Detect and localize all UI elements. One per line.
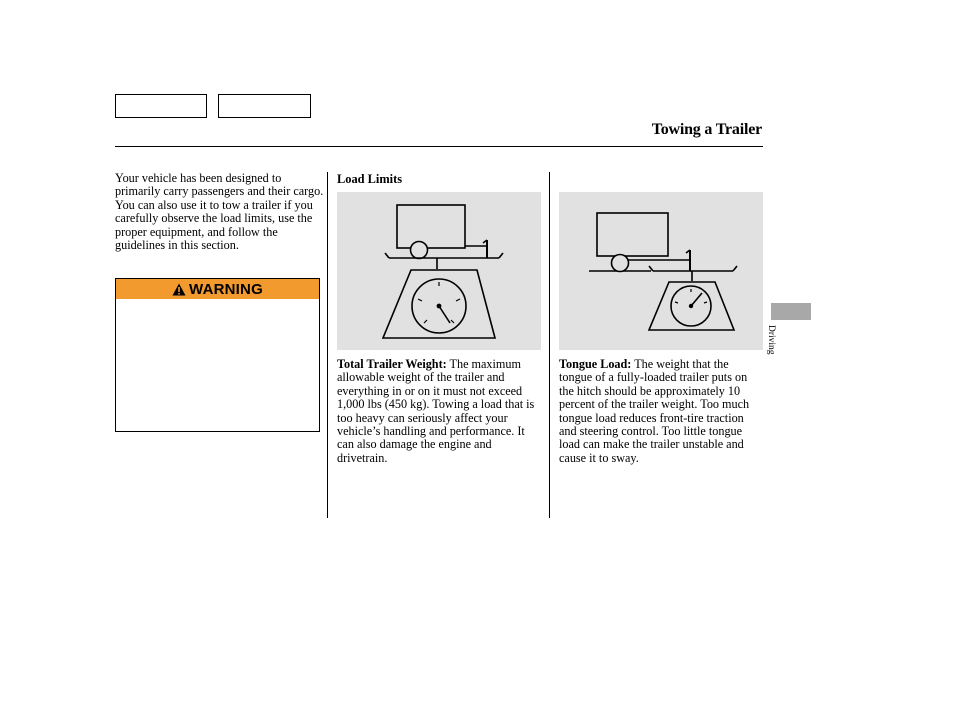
tongue-load-text: The weight that the tongue of a fully-loaded trailer puts on the hitch should be approximately 10 percent of the trailer weight. Too much tongue load reduces front-tire traction and steering control. Too little tongue load can make the trailer unstable and cause it to sway. <box>559 357 750 465</box>
page-title: Towing a Trailer <box>651 121 762 138</box>
warning-label: WARNING <box>189 280 263 298</box>
intro-paragraph: Your vehicle has been designed to primarily carry passengers and their cargo. You can also use it to tow a trailer if you carefully observe the load limits, use the proper equipment, and follow the guidelines in this section. <box>115 171 324 253</box>
column-divider-2 <box>549 172 550 518</box>
tongue-on-scale-diagram <box>559 192 763 350</box>
warning-triangle-icon <box>172 283 186 296</box>
trailer-on-scale-diagram <box>337 192 541 350</box>
total-weight-illustration <box>337 192 541 350</box>
nav-button-1[interactable] <box>115 94 207 118</box>
column-divider-1 <box>327 172 328 518</box>
section-tab[interactable] <box>771 303 811 320</box>
tongue-load-paragraph <box>559 358 763 465</box>
warning-header <box>116 279 319 299</box>
total-trailer-weight-paragraph <box>337 358 541 465</box>
tongue-load-illustration <box>559 192 763 350</box>
tongue-load-term: Tongue Load: <box>559 357 632 371</box>
total-trailer-weight-term: Total Trailer Weight: <box>337 357 447 371</box>
nav-button-2[interactable] <box>218 94 311 118</box>
title-divider <box>115 146 763 147</box>
load-limits-heading: Load Limits <box>337 172 403 186</box>
section-tab-label: Driving <box>766 325 776 355</box>
total-trailer-weight-text: The maximum allowable weight of the trailer and everything in or on it must not exceed 1,000 lbs (450 kg). Towing a load that is too heavy can seriously affect your vehicle’s handling and performance. It can also damage the engine and drivetrain. <box>337 357 535 465</box>
warning-box <box>115 278 320 432</box>
